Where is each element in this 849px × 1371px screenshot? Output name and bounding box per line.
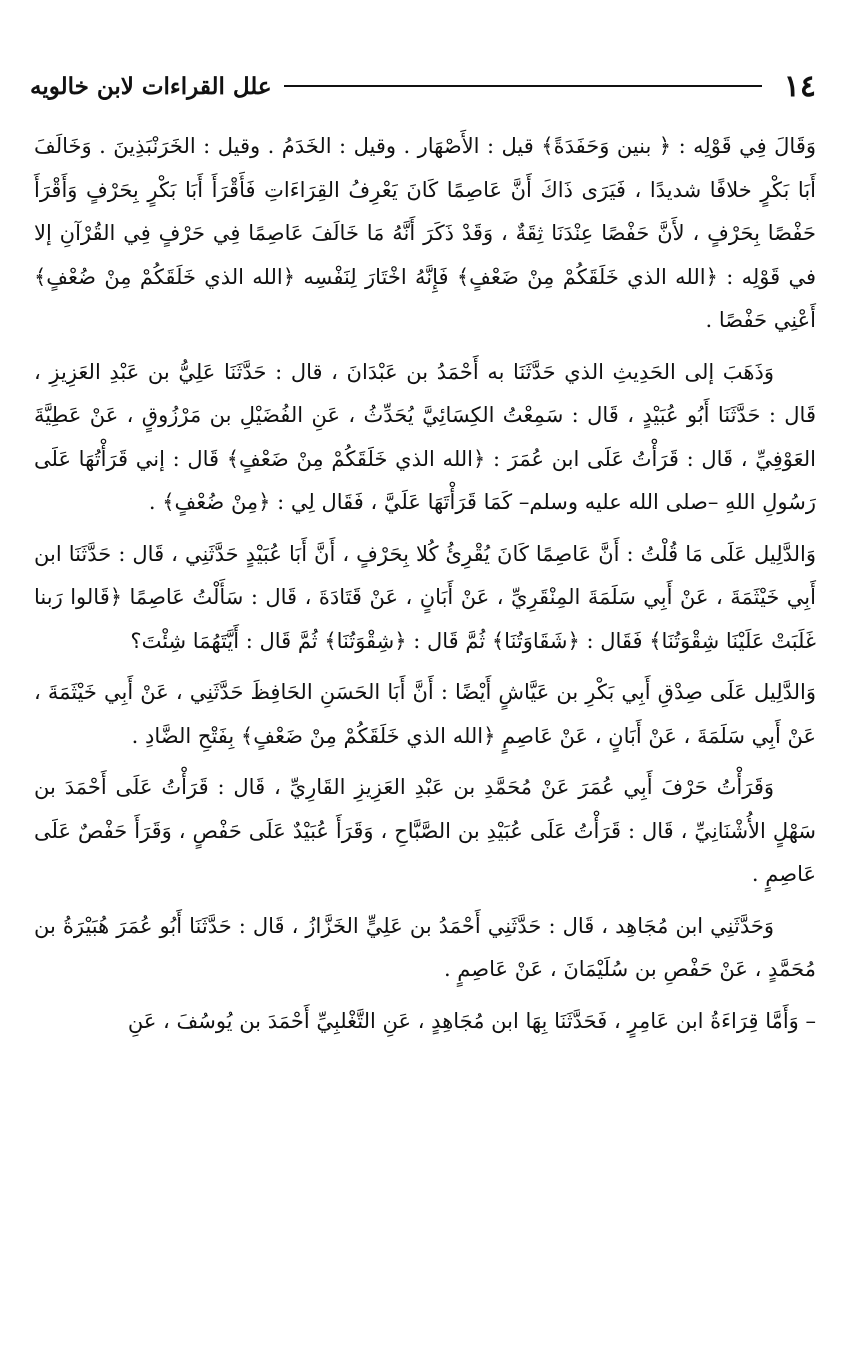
- paragraph-2: وَذَهَبَ إلى الحَدِيثِ الذي حَدَّثَنَا به أَحْمَدُ بن عَبْدَانَ ، قال : حَدَّثَنَا عَلِيُّ بن عَبْدِ العَزِيزِ ، قَال : حَدَّثَنَا أَبُو عُبَيْدٍ ، قَال : سَمِعْتُ الكِسَائِيَّ يُحَدِّثُ ، عَنِ الفُضَيْلِ بن مَرْزُوقٍ ، عَنْ عَطِيَّةَ العَوْفِيِّ ، قَال : قَرَأْتُ عَلَى ابن عُمَرَ : ﴿الله الذي خَلَقَكُمْ مِنْ ضَعْفٍ﴾ قَال : إني قَرَأْتُهَا عَلَى رَسُولِ اللهِ –صلى الله عليه وسلم– كَمَا قَرَأْتَهَا عَلَيَّ ، فَقَال لِي : ﴿مِنْ ضُعْفٍ﴾ .: [34, 359, 816, 514]
- paragraph-7: – وَأَمَّا قِرَاءَةُ ابن عَامِرٍ ، فَحَدَّثَنَا بِهَا ابن مُجَاهِدٍ ، عَنِ التَّغْلبِيِّ أَحْمَدَ بن يُوسُفَ ، عَنِ: [127, 1008, 816, 1033]
- paragraph-5: وَقَرَأْتُ حَرْفَ أَبِي عُمَرَ عَنْ مُحَمَّدِ بن عَبْدِ العَزِيزِ القَارِيِّ ، قَال : قَرَأْتُ عَلَى أَحْمَدَ بن سَهْلٍ الأُشْنَانِيِّ ، قَال : قَرَأْتُ عَلَى عُبَيْدِ بن الصَّبَّاحِ ، وَقَرَأَ عُبَيْدٌ عَلَى حَفْصٍ ، وَقَرَأَ حَفْصٌ عَلَى عَاصِمٍ .: [34, 775, 816, 886]
- paragraph-3: وَالدَّلِيل عَلَى مَا قُلْتُ : أَنَّ عَاصِمًا كَانَ يُقْرِئُ كُلا بِحَرْفٍ ، أَنَّ أَبَا عُبَيْدٍ حَدَّثَنِي ، قَال : حَدَّثَنَا ابن أَبِي خَيْثَمَةَ ، عَنْ أَبِي سَلَمَةَ المِنْقَرِيِّ ، عَنْ أَبَانٍ ، عَنْ قَتَادَةَ ، قَال : سَأَلْتُ عَاصِمًا ﴿قَالوا رَبنا غَلَبَتْ عَلَيْنَا شِقْوَتُنَا﴾ فَقَال : ﴿شَقَاوَتُنَا﴾ ثُمَّ قَال : ﴿شِقْوَتُنَا﴾ ثُمَّ قَال : أَيَّتَهُمَا شِئْتَ؟: [34, 541, 816, 653]
- paragraph-4: وَالدَّلِيل عَلَى صِدْقِ أَبِي بَكْرِ بن عَيَّاشٍ أَيْضًا : أَنَّ أَبَا الحَسَنِ الحَافِظَ حَدَّثَنِي ، عَنْ أَبِي خَيْثَمَةَ ، عَنْ أَبِي سَلَمَةَ ، عَنْ أَبَانٍ ، عَنْ عَاصِمٍ ﴿الله الذي خَلَقَكُمْ مِنْ ضَعْفٍ﴾ بِفَتْحِ الضَّادِ .: [34, 680, 816, 748]
- running-title: علل القراءات لابن خالويه: [30, 72, 272, 100]
- paragraph-6: وَحَدَّثَنِي ابن مُجَاهِد ، قَال : حَدَّثَنِي أَحْمَدُ بن عَلِيٍّ الخَزَّازُ ، قَال : حَدَّثَنَا أَبُو عُمَرَ هُبَيْرَةُ بن مُحَمَّدٍ ، عَنْ حَفْصِ بن سُلَيْمَانَ ، عَنْ عَاصِمٍ .: [34, 913, 816, 981]
- header-rule: [284, 85, 762, 87]
- page-number: ١٤: [783, 68, 816, 104]
- paragraph-1: وَقَالَ فِي قَوْلِه : ﴿ بنين وَحَفَدَةً﴾ قيل : الأَصْهَار . وقيل : الخَدَمُ . وقيل : الخَرَنْبَذِينَ . وَخَالَفَ أَبَا بَكْرٍ خلافًا شديدًا ، فَيَرَى ذَاكَ أَنَّ عَاصِمًا كَانَ يَعْرِفُ القِرَاءَاتِ فَأَقْرَأَ أَبَا بَكْرٍ بِحَرْفٍ وَأَقْرَأَ حَفْصًا بِحَرْفٍ ، لأَنَّ حَفْصًا عِنْدَنَا ثِقَةٌ ، وَقَدْ ذَكَرَ أَنَّهُ مَا خَالَفَ عَاصِمًا فِي حَرْفٍ فِي القُرْآنِ إلا في قَوْلِه : ﴿الله الذي خَلَقَكُمْ مِنْ ضَعْفٍ﴾ فَإِنَّهُ اخْتَارَ لِنَفْسِه ﴿الله الذي خَلَقَكُمْ مِنْ ضُعْفٍ﴾ أَعْنِي حَفْصًا .: [34, 134, 817, 332]
- page-body: [34, 125, 816, 1051]
- page-header: [30, 60, 816, 112]
